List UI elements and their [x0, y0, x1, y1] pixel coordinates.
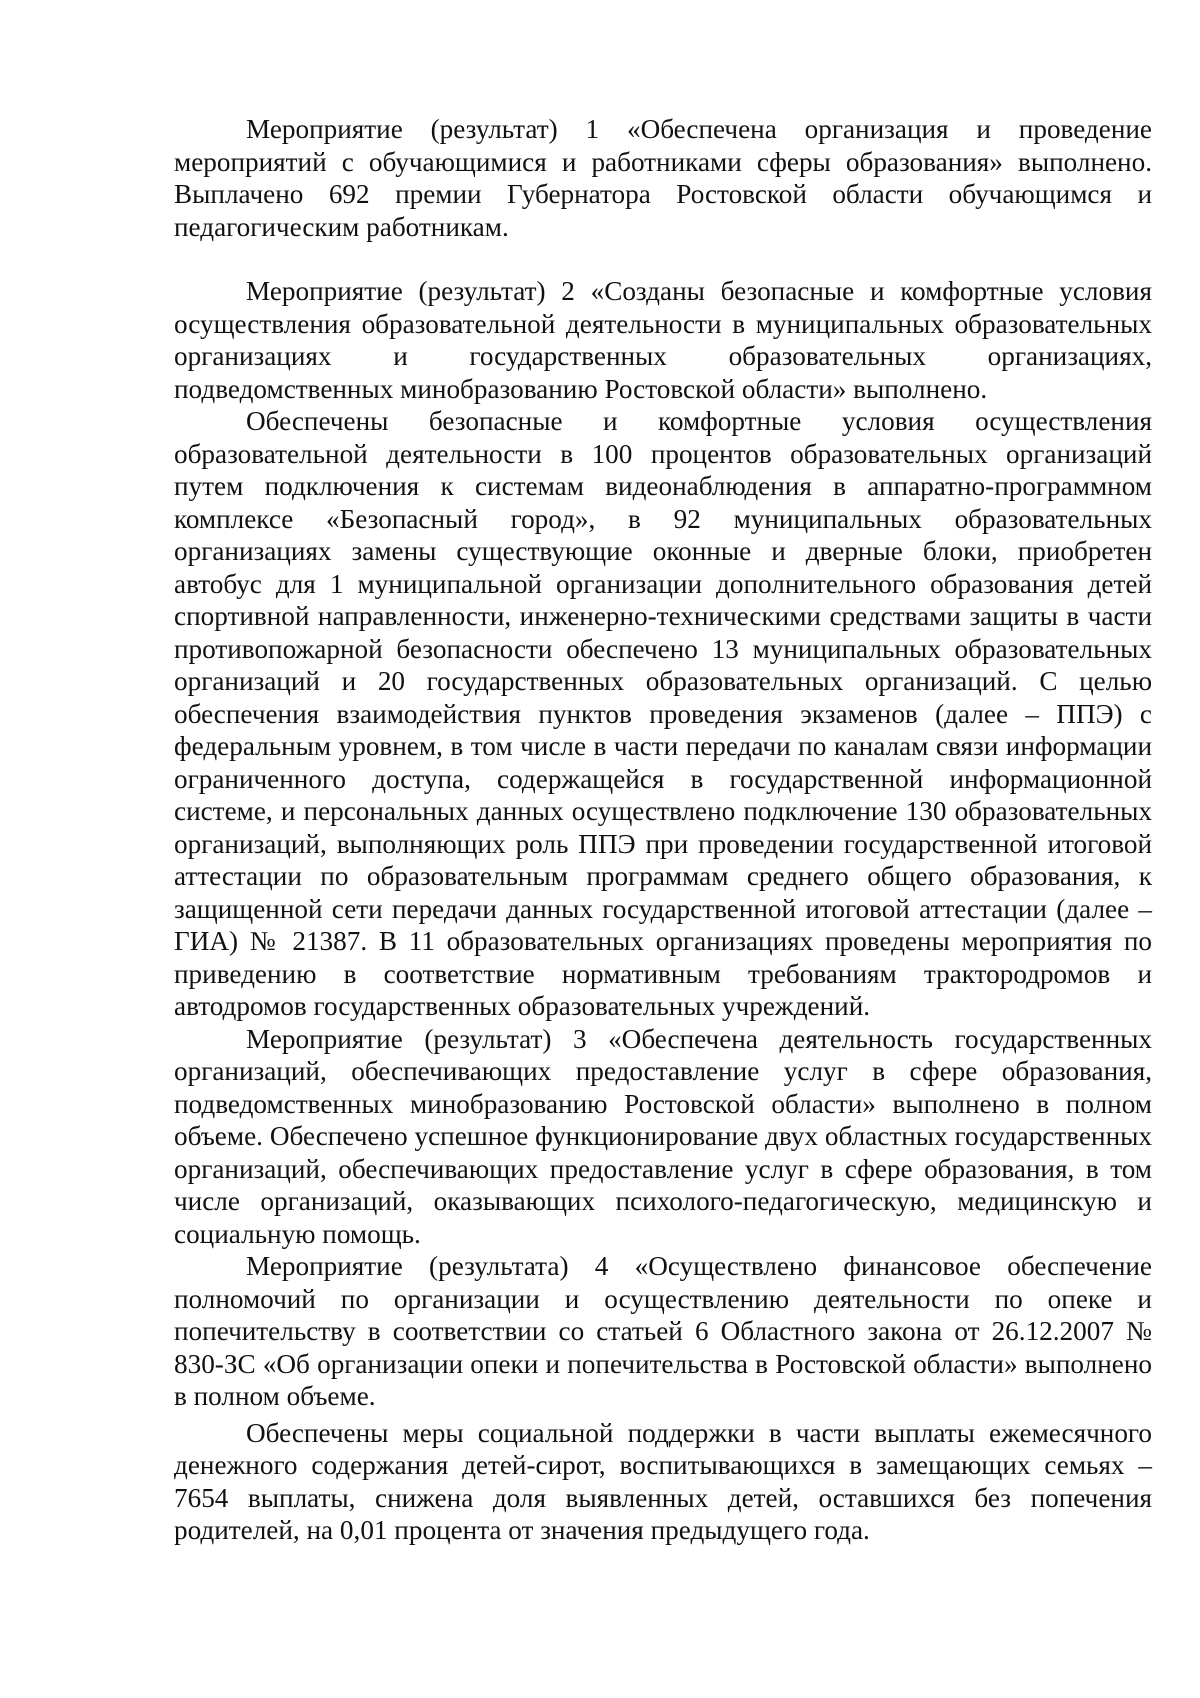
paragraph-event-3: Мероприятие (результат) 3 «Обеспечена деятельность государственных организаций, обеспечивающих предоставление услуг в сфере образования, подведомственных минобразованию Ростовской области» выполнено в полном объеме. Обеспечено успешное функционирование двух областных государственных организаций, обеспечивающих предоставление услуг в сфере образования, в том числе организаций, оказывающих психолого-педагогическую, медицинскую и социальную помощь.	[174, 1023, 1152, 1249]
paragraph-event-4: Мероприятие (результата) 4 «Осуществлено финансовое обеспечение полномочий по организации и осуществлению деятельности по опеке и попечительству в соответствии со статьей 6 Областного закона от 26.12.2007 № 830-ЗС «Об организации опеки и попечительства в Ростовской области» выполнено в полном объеме.	[174, 1251, 1152, 1411]
paragraph-social-support: Обеспечены меры социальной поддержки в части выплаты ежемесячного денежного содержания детей-сирот, воспитывающихся в замещающих семьях – 7654 выплаты, снижена доля выявленных детей, оставшихся без попечения родителей, на 0,01 процента от значения предыдущего года.	[174, 1417, 1152, 1545]
paragraph-spacer	[174, 243, 1152, 275]
paragraph-safety-measures: Обеспечены безопасные и комфортные условия осуществления образовательной деятельности в 100 процентов образовательных организаций путем подключения к системам видеонаблюдения в аппаратно-программном комплексе «Безопасный город», в 92 муниципальных образовательных организациях замены существующие оконные и дверные блоки, приобретен автобус для 1 муниципальной организации дополнительного образования детей спортивной направленности, инженерно-техническими средствами защиты в части противопожарной безопасности обеспечено 13 муниципальных образовательных организаций и 20 государственных образовательных организаций. С целью обеспечения взаимодействия пунктов проведения экзаменов (далее – ППЭ) с федеральным уровнем, в том числе в части передачи по каналам связи информации ограниченного доступа, содержащейся в государственной информационной системе, и персональных данных осуществлено подключение 130 образовательных организаций, выполняющих роль ППЭ при проведении государственной итоговой аттестации по образовательным программам среднего общего образования, к защищенной сети передачи данных государственной итоговой аттестации (далее – ГИА) № 21387. В 11 образовательных организациях проведены мероприятия по приведению в соответствие нормативным требованиям трактородромов и автодромов государственных образовательных учреждений.	[174, 406, 1152, 1021]
document-body	[174, 113, 1152, 1547]
paragraph-event-1: Мероприятие (результат) 1 «Обеспечена организация и проведение мероприятий с обучающимися и работниками сферы образования» выполнено. Выплачено 692 премии Губернатора Ростовской области обучающимся и педагогическим работникам.	[174, 114, 1152, 242]
paragraph-event-2: Мероприятие (результат) 2 «Созданы безопасные и комфортные условия осуществления образовательной деятельности в муниципальных образовательных организациях и государственных образовательных организациях, подведомственных минобразованию Ростовской области» выполнено.	[174, 276, 1152, 404]
